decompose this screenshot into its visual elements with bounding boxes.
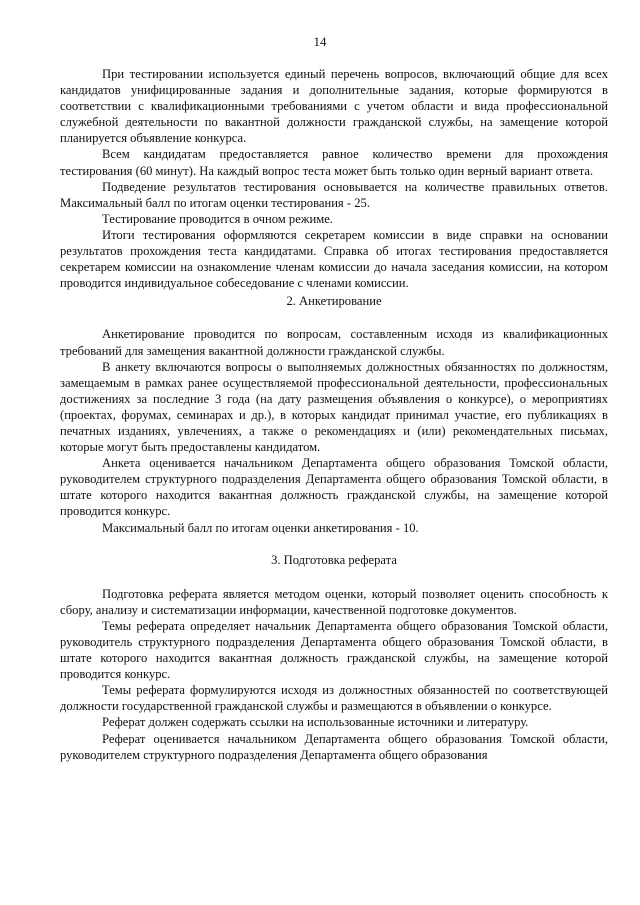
paragraph: В анкету включаются вопросы о выполняемых должностных обязанностях по должностям, замещаемым в рамках ранее осуществляемой профессиональной деятельности, профессиональных достижениях за последние 3 года (на дату размещения объявления о конкурсе), о мероприятиях (проектах, форумах, семинарах и др.), в которых кандидат принимал участие, его публикациях в печатных изданиях, увлечениях, а также о рекомендациях и (или) рекомендательных письмах, которые могут быть предоставлены кандидатом. (60, 359, 608, 455)
paragraph: Темы реферата определяет начальник Департамента общего образования Томской области, руководитель структурного подразделения Департамента общего образования Томской области, в штате которого находится вакантная должность гражданской службы, на замещение которой проводится конкурс. (60, 618, 608, 682)
paragraph: Анкетирование проводится по вопросам, составленным исходя из квалификационных требований для замещения вакантной должности гражданской службы. (60, 327, 608, 358)
paragraph: Максимальный балл по итогам оценки анкетирования - 10. (102, 520, 419, 535)
section-heading: 2. Анкетирование (286, 294, 382, 309)
document-body (60, 66, 608, 763)
paragraph: Тестирование проводится в очном режиме. (102, 211, 333, 226)
paragraph: Реферат должен содержать ссылки на использованные источники и литературу. (102, 715, 529, 730)
paragraph: Темы реферата формулируются исходя из должностных обязанностей по соответствующей должности государственной гражданской службы и размещаются в объявлении о конкурсе. (60, 683, 608, 714)
page-number: 14 (313, 34, 327, 49)
paragraph: Подготовка реферата является методом оценки, который позволяет оценить способность к сбору, анализу и систематизации информации, качественной подготовке документов. (60, 586, 608, 617)
paragraph: При тестировании используется единый перечень вопросов, включающий общие для всех кандидатов унифицированные задания и дополнительные задания, которые формируются в соответствии с квалификационными требованиями с учетом области и вида профессиональной служебной деятельности по вакантной должности гражданской службы, на замещение которой планируется объявление конкурса. (60, 67, 608, 146)
paragraph: Подведение результатов тестирования основывается на количестве правильных ответов. Максимальный балл по итогам оценки тестирования - 25. (60, 179, 608, 210)
paragraph: Всем кандидатам предоставляется равное количество времени для прохождения тестирования (60 минут). На каждый вопрос теста может быть только один верный вариант ответа. (60, 147, 608, 178)
section-heading: 3. Подготовка реферата (271, 552, 397, 567)
paragraph: Анкета оценивается начальником Департамента общего образования Томской области, руководителем структурного подразделения Департамента общего образования Томской области, в штате которого находится вакантная должность гражданской службы, на замещение которой проводится конкурс. (60, 456, 608, 519)
paragraph: Итоги тестирования оформляются секретарем комиссии в виде справки на основании результатов прохождения теста кандидатами. Справка об итогах тестирования предоставляется секретарем комиссии на ознакомление членам комиссии до начала заседания комиссии, на котором проводится индивидуальное собеседование с членами комиссии. (60, 227, 608, 291)
paragraph: Реферат оценивается начальником Департамента общего образования Томской области, руководителем структурного подразделения Департамента общего образования (60, 731, 608, 762)
